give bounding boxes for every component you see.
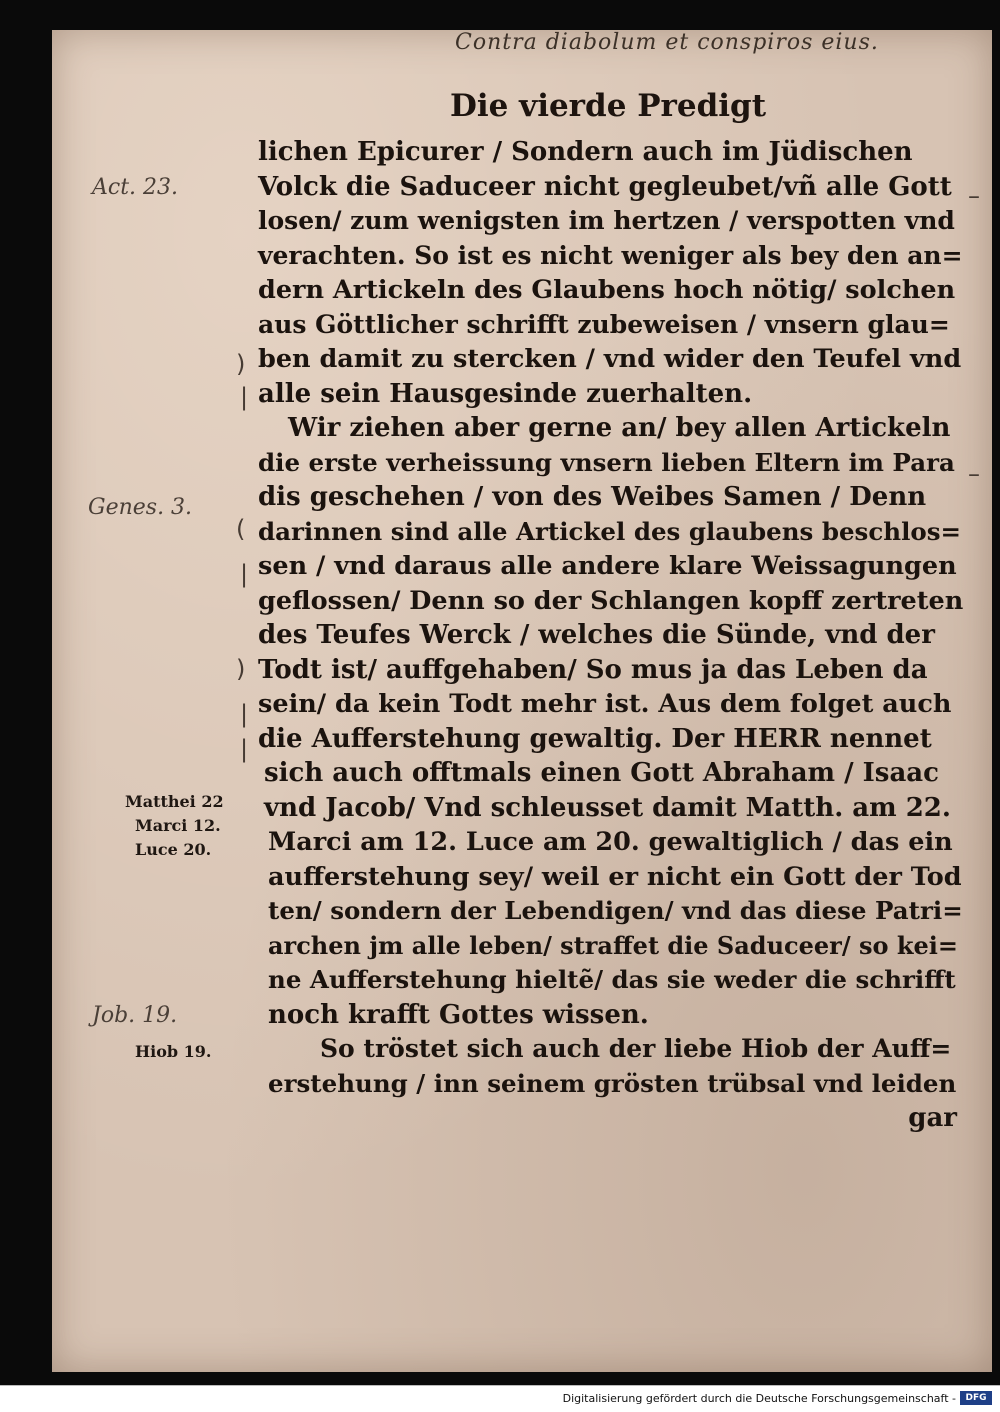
main-text-block: [258, 135, 963, 1136]
text-line: archen jm alle leben/ straffet die Saduceer/ so kei=: [268, 930, 958, 960]
margin-note-job: Job. 19.: [92, 1003, 178, 1028]
text-line: losen/ zum wenigsten im hertzen / verspotten vnd: [258, 206, 955, 235]
handwritten-annotation-top: Contra diabolum et conspiros eius.: [455, 30, 879, 55]
text-line: Marci am 12. Luce am 20. gewaltiglich / das ein: [268, 827, 953, 857]
margin-ref-luce: Luce 20.: [135, 840, 212, 859]
margin-bracket-mark: (: [236, 515, 246, 543]
margin-note-genes: Genes. 3.: [88, 495, 193, 520]
margin-ref-hiob: Hiob 19.: [135, 1042, 212, 1061]
running-head: Die vierde Predigt: [450, 88, 767, 124]
text-line: erstehung / inn seinem grösten trübsal vnd leiden: [268, 1068, 957, 1098]
text-line: geflossen/ Denn so der Schlangen kopff zertreten: [258, 585, 964, 616]
footer-credit: Digitalisierung gefördert durch die Deutsche Forschungsgemeinschaft -: [562, 1392, 956, 1405]
margin-dash-mark: –: [968, 182, 980, 210]
margin-bracket-mark: ): [236, 655, 246, 683]
text-line: ten/ sondern der Lebendigen/ vnd das diese Patri=: [268, 896, 963, 925]
text-line: sich auch offtmals einen Gott Abraham / Isaac: [264, 758, 939, 788]
margin-bracket-mark: |: [240, 560, 249, 588]
text-line: ne Aufferstehung hieltẽ/ das sie weder die schrifft: [268, 965, 956, 994]
text-line: Volck die Saduceer nicht gegleubet/vñ alle Gott: [258, 171, 952, 202]
margin-ref-marci: Marci 12.: [135, 816, 221, 835]
text-line: dern Artickeln des Glaubens hoch nötig/ solchen: [258, 275, 956, 305]
text-line: aufferstehung sey/ weil er nicht ein Gott der Tod: [268, 861, 962, 892]
footer-bar: [0, 1385, 1000, 1412]
margin-note-act: Act. 23.: [92, 175, 179, 200]
text-line: dis geschehen / von des Weibes Samen / Denn: [258, 482, 927, 512]
margin-dash-mark: –: [968, 460, 980, 488]
text-line: sen / vnd daraus alle andere klare Weissagungen: [258, 551, 957, 581]
margin-ref-matthei: Matthei 22: [125, 792, 224, 811]
catchword: gar: [908, 1103, 957, 1133]
text-line: So tröstet sich auch der liebe Hiob der Auff=: [320, 1034, 952, 1063]
text-line: sein/ da kein Todt mehr ist. Aus dem folget auch: [258, 689, 952, 719]
margin-bracket-mark: |: [240, 700, 249, 728]
text-line: ben damit zu stercken / vnd wider den Teufel vnd: [258, 344, 962, 374]
dfg-logo-icon: DFG: [960, 1391, 992, 1405]
text-line: die erste verheissung vnsern lieben Eltern im Para: [258, 447, 955, 477]
text-line: Todt ist/ auffgehaben/ So mus ja das Leben da: [258, 654, 928, 685]
margin-bracket-mark: |: [240, 735, 249, 763]
text-line: die Aufferstehung gewaltig. Der HERR nennet: [258, 723, 932, 754]
text-line: des Teufes Werck / welches die Sünde, vnd der: [258, 620, 935, 650]
text-line: vnd Jacob/ Vnd schleusset damit Matth. am 22.: [264, 792, 951, 823]
text-line: darinnen sind alle Artickel des glaubens beschlos=: [258, 516, 962, 546]
text-line: verachten. So ist es nicht weniger als bey den an=: [258, 240, 963, 270]
text-line: lichen Epicurer / Sondern auch im Jüdischen: [258, 137, 913, 167]
text-line: aus Göttlicher schrifft zubeweisen / vnsern glau=: [258, 309, 950, 339]
margin-bracket-mark: |: [240, 383, 249, 411]
text-line: alle sein Hausgesinde zuerhalten.: [258, 378, 753, 409]
text-line: Wir ziehen aber gerne an/ bey allen Artickeln: [288, 413, 951, 443]
text-line: noch krafft Gottes wissen.: [268, 999, 649, 1030]
margin-bracket-mark: ): [236, 350, 246, 378]
